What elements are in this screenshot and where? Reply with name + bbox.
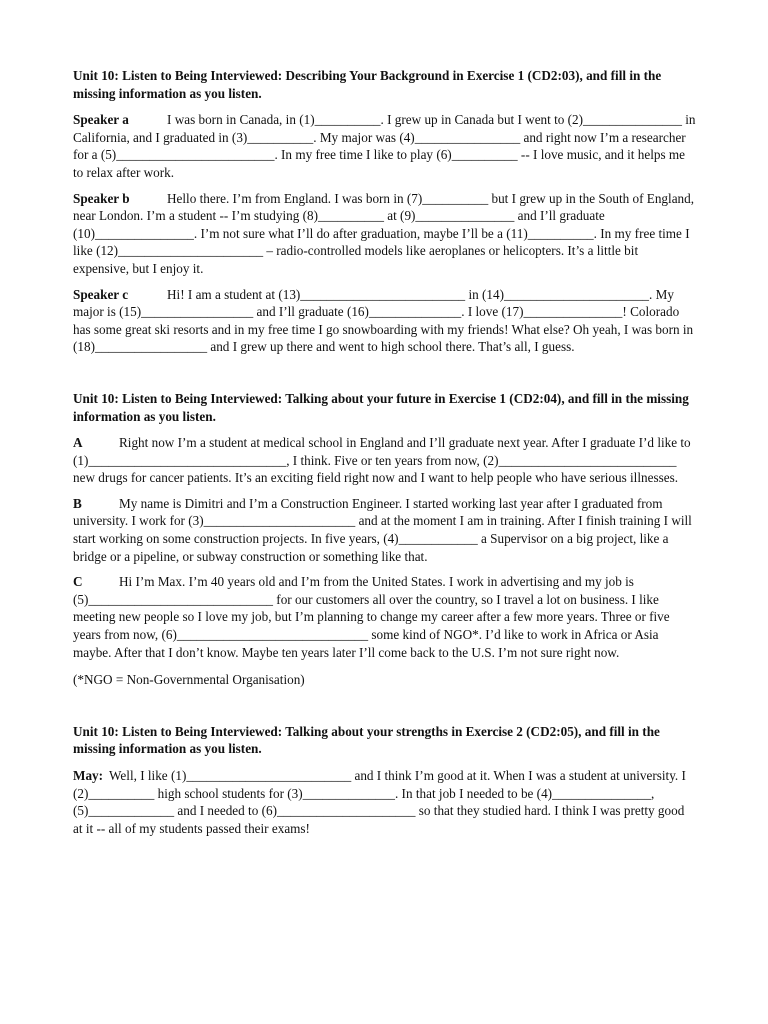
paragraph-text: Hi! I am a student at (13)_________________________ in (14)______________________. My major is (15)_________________ and I’ll graduate (16)______________. I love (17)_______________! Colorado has some great ski resorts and in my free time I go snowboarding with my friends! What else? Oh yeah, I was born in (18)_________________ and I grew up there and went to high school there. That’s all, I guess. bbox=[73, 286, 694, 355]
speaker-paragraph bbox=[73, 286, 697, 356]
speaker-label: B bbox=[73, 495, 82, 511]
section-heading: Unit 10: Listen to Being Interviewed: Talking about your strengths in Exercise 2 (CD2:05), and fill in the missing information as you listen. bbox=[73, 723, 660, 757]
footnote: (*NGO = Non-Governmental Organisation) bbox=[73, 672, 305, 688]
speaker-label: A bbox=[73, 435, 83, 451]
section-heading: Unit 10: Listen to Being Interviewed: Talking about your future in Exercise 1 (CD2:04), and fill in the missing information as you listen. bbox=[73, 390, 689, 424]
speaker-label: Speaker a bbox=[73, 112, 129, 128]
speaker-paragraph bbox=[73, 190, 697, 278]
section-background bbox=[73, 67, 697, 356]
speaker-label: Speaker b bbox=[73, 190, 130, 206]
speaker-paragraph bbox=[73, 573, 697, 661]
paragraph-text: Hi I’m Max. I’m 40 years old and I’m from the United States. I work in advertising and my job is (5)____________________________ for our customers all over the country, so I travel a lot on business. I like meeting new people so I love my job, but I’m planning to change my career after a few more years. Three or five years from now, (6)_____________________________ some kind of NGO*. I’d like to work in Africa or Asia maybe. After that I don’t know. Maybe ten years later I’ll come back to the U.S. I’m not sure right now. bbox=[73, 574, 670, 660]
worksheet-page bbox=[73, 67, 697, 845]
paragraph-text: Right now I’m a student at medical school in England and I’ll graduate next year. After I graduate I’d like to (1)______________________________, I think. Five or ten years from now, (2)___________________________ new drugs for cancer patients. It’s an exciting field right now and I want to help people who have serious illnesses. bbox=[73, 435, 691, 486]
paragraph-text: Hello there. I’m from England. I was born in (7)__________ but I grew up in the South of England, near London. I’m a student -- I’m studying (8)__________ at (9)_______________ and I’ll graduate (10)_______________. I’m not sure what I’ll do after graduation, maybe I’ll be a (11)__________. In my free time I like (12)______________________ – radio-controlled models like aeroplanes or helicopters. It’s a little bit expensive, but I enjoy it. bbox=[73, 190, 695, 276]
paragraph-text: My name is Dimitri and I’m a Construction Engineer. I started working last year after I graduated from university. I work for (3)_______________________ and at the moment I am in training. After I finish training I will start working on some construction projects. In five years, (4)____________ a Supervisor on a big project, like a bridge or a pipeline, or subway construction or something like that. bbox=[73, 495, 692, 564]
speaker-paragraph bbox=[73, 767, 697, 837]
speaker-paragraph bbox=[73, 434, 697, 487]
paragraph-text: Well, I like (1)_________________________ and I think I’m good at it. When I was a student at university. I (2)__________ high school students for (3)______________. In that job I needed to be (4)_______________, (5)_____________ and I needed to (6)_____________________ so that they studied hard. I think I was pretty good at it -- all of my students passed their exams! bbox=[73, 768, 686, 836]
section-strengths bbox=[73, 723, 697, 838]
section-future bbox=[73, 390, 697, 689]
paragraph-text: I was born in Canada, in (1)__________. I grew up in Canada but I went to (2)_______________ in California, and I graduated in (3)__________. My major was (4)________________ and right now I’m a researcher for a (5)________________________. In my free time I like to play (6)__________ -- I love music, and it helps me to relax after work. bbox=[73, 112, 696, 180]
speaker-label: May: bbox=[73, 768, 104, 783]
speaker-paragraph bbox=[73, 495, 697, 565]
speaker-label: Speaker c bbox=[73, 286, 129, 302]
speaker-label: C bbox=[73, 574, 83, 590]
section-heading: Unit 10: Listen to Being Interviewed: Describing Your Background in Exercise 1 (CD2:03), and fill in the missing information as you listen. bbox=[73, 68, 662, 101]
speaker-paragraph bbox=[73, 111, 697, 181]
